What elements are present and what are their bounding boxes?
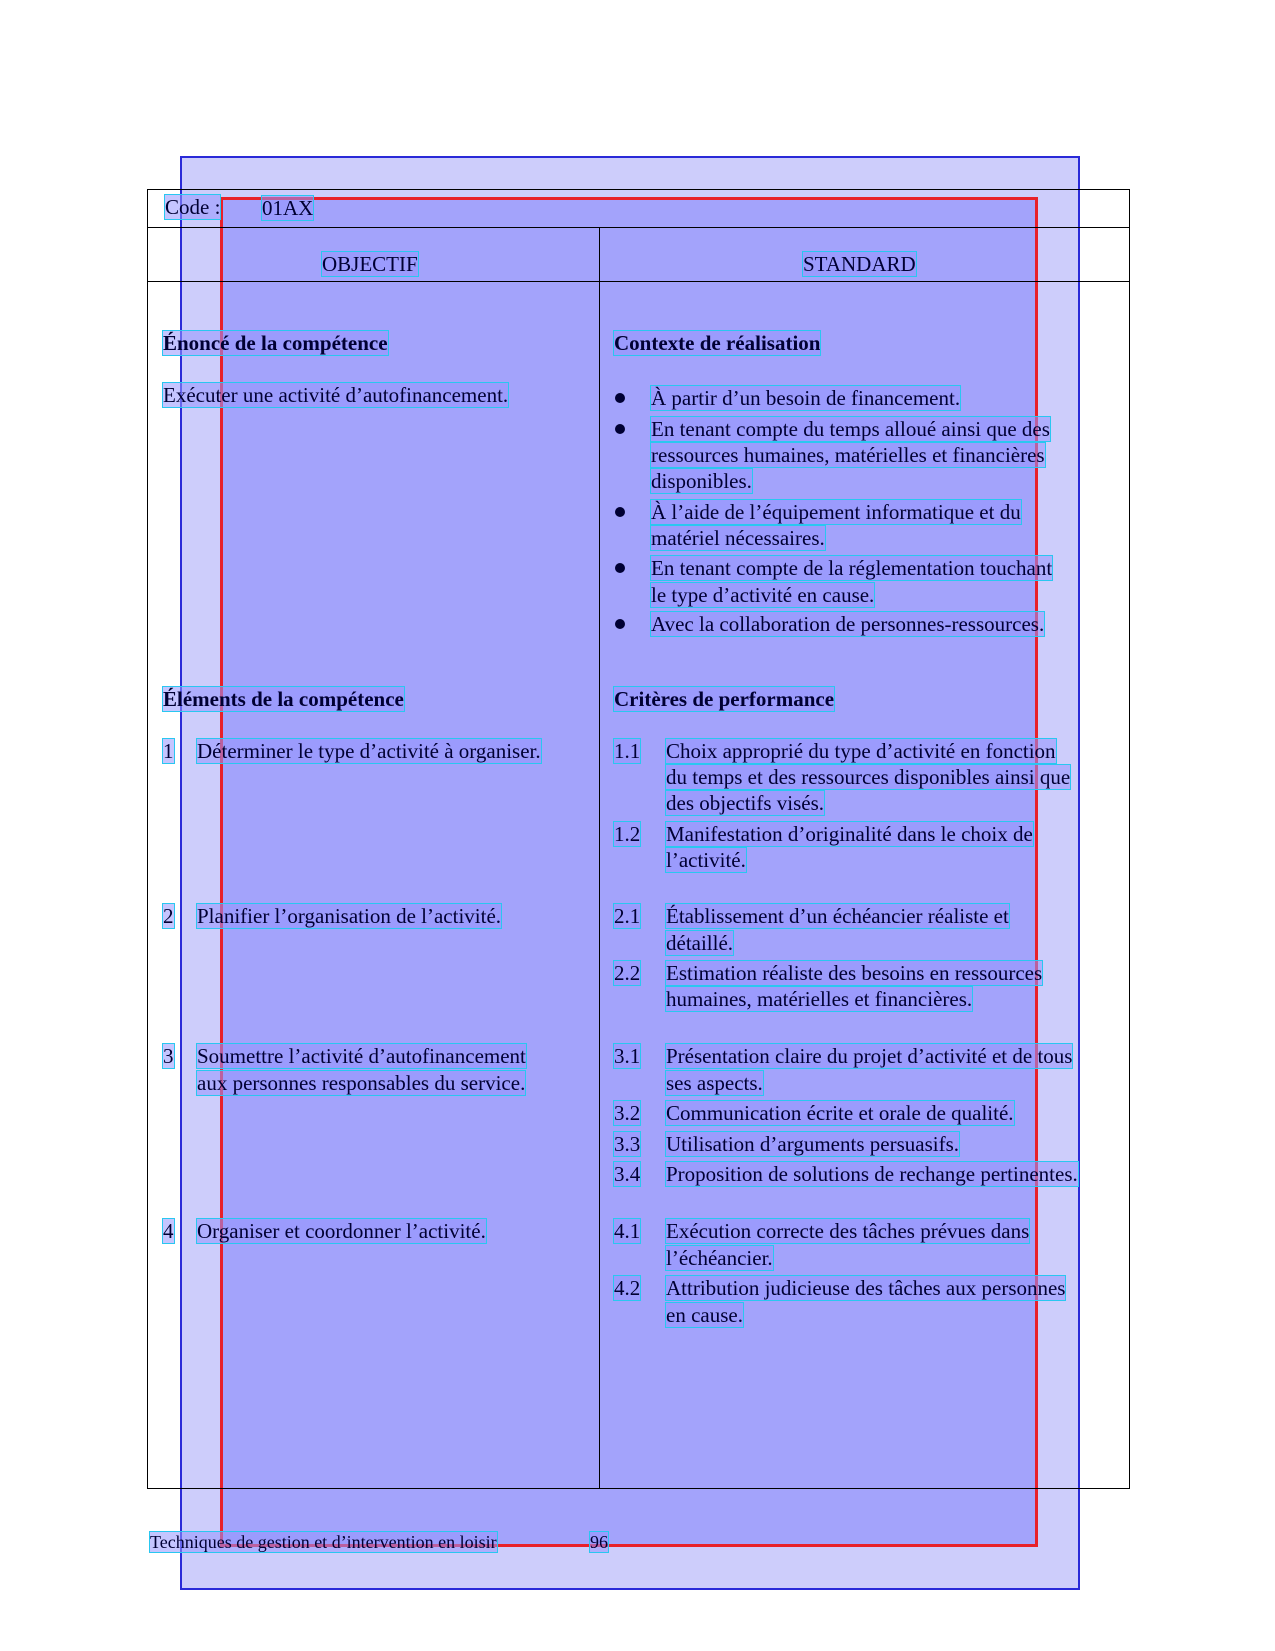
code-label: Code : [165, 195, 221, 219]
contexte-item-line: En tenant compte de la réglementation touchant [651, 556, 1053, 580]
bullet-icon [615, 424, 625, 434]
bullet-icon [615, 507, 625, 517]
critere-line: Utilisation d’arguments persuasifs. [666, 1132, 959, 1156]
criteres-heading: Critères de performance [614, 687, 835, 711]
bullet-icon [615, 619, 625, 629]
contexte-item-line: ressources humaines, matérielles et financières [651, 443, 1045, 467]
critere-number: 4.2 [614, 1276, 641, 1300]
critere-line: des objectifs visés. [666, 791, 825, 815]
element-number: 3 [163, 1044, 174, 1068]
footer-program: Techniques de gestion et d’intervention en loisir [150, 1532, 497, 1552]
critere-line: Communication écrite et orale de qualité. [666, 1101, 1014, 1125]
enonce-heading: Énoncé de la compétence [163, 331, 388, 355]
critere-line: Attribution judicieuse des tâches aux personnes [666, 1276, 1066, 1300]
elements-heading: Éléments de la compétence [163, 687, 404, 711]
critere-line: Présentation claire du projet d’activité et de tous [666, 1044, 1073, 1068]
critere-line: en cause. [666, 1303, 743, 1327]
bullet-icon [615, 563, 625, 573]
critere-number: 4.1 [614, 1219, 641, 1243]
critere-line: Exécution correcte des tâches prévues dans [666, 1219, 1030, 1243]
contexte-item-line: À partir d’un besoin de financement. [651, 386, 961, 410]
critere-line: Proposition de solutions de rechange pertinentes. [666, 1162, 1078, 1186]
critere-number: 1.1 [614, 739, 641, 763]
contexte-heading: Contexte de réalisation [614, 331, 821, 355]
element-number: 1 [163, 739, 174, 763]
critere-number: 2.1 [614, 904, 641, 928]
column-header-standard: STANDARD [803, 252, 916, 276]
column-header-objectif: OBJECTIF [322, 252, 418, 276]
critere-line: humaines, matérielles et financières. [666, 987, 973, 1011]
element-line: Organiser et coordonner l’activité. [197, 1219, 486, 1243]
contexte-item-line: En tenant compte du temps alloué ainsi que des [651, 417, 1050, 441]
critere-line: Choix approprié du type d’activité en fonction [666, 739, 1056, 763]
contexte-item-line: matériel nécessaires. [651, 526, 825, 550]
element-line: aux personnes responsables du service. [197, 1071, 526, 1095]
critere-line: détaillé. [666, 931, 734, 955]
critere-number: 3.1 [614, 1044, 641, 1068]
contexte-item-line: À l’aide de l’équipement informatique et du [651, 500, 1021, 524]
critere-line: Manifestation d’originalité dans le choix de [666, 822, 1033, 846]
element-line: Planifier l’organisation de l’activité. [197, 904, 502, 928]
critere-line: ses aspects. [666, 1071, 763, 1095]
contexte-item-line: disponibles. [651, 469, 752, 493]
footer-page-number: 96 [590, 1532, 608, 1552]
element-number: 4 [163, 1219, 174, 1243]
contexte-item-line: le type d’activité en cause. [651, 583, 875, 607]
critere-number: 3.2 [614, 1101, 641, 1125]
element-line: Soumettre l’activité d’autofinancement [197, 1044, 526, 1068]
critere-line: l’échéancier. [666, 1246, 773, 1270]
critere-line: Établissement d’un échéancier réaliste et [666, 904, 1009, 928]
enonce-text: Exécuter une activité d’autofinancement. [163, 383, 509, 407]
element-number: 2 [163, 904, 174, 928]
critere-number: 2.2 [614, 961, 641, 985]
bullet-icon [615, 393, 625, 403]
contexte-item-line: Avec la collaboration de personnes-ressources. [651, 612, 1045, 636]
critere-line: Estimation réaliste des besoins en ressources [666, 961, 1043, 985]
element-line: Déterminer le type d’activité à organiser. [197, 739, 541, 763]
critere-number: 1.2 [614, 822, 641, 846]
critere-line: du temps et des ressources disponibles ainsi que [666, 765, 1071, 789]
code-value: 01AX [262, 196, 314, 220]
critere-line: l’activité. [666, 848, 746, 872]
critere-number: 3.3 [614, 1132, 641, 1156]
critere-number: 3.4 [614, 1162, 641, 1186]
